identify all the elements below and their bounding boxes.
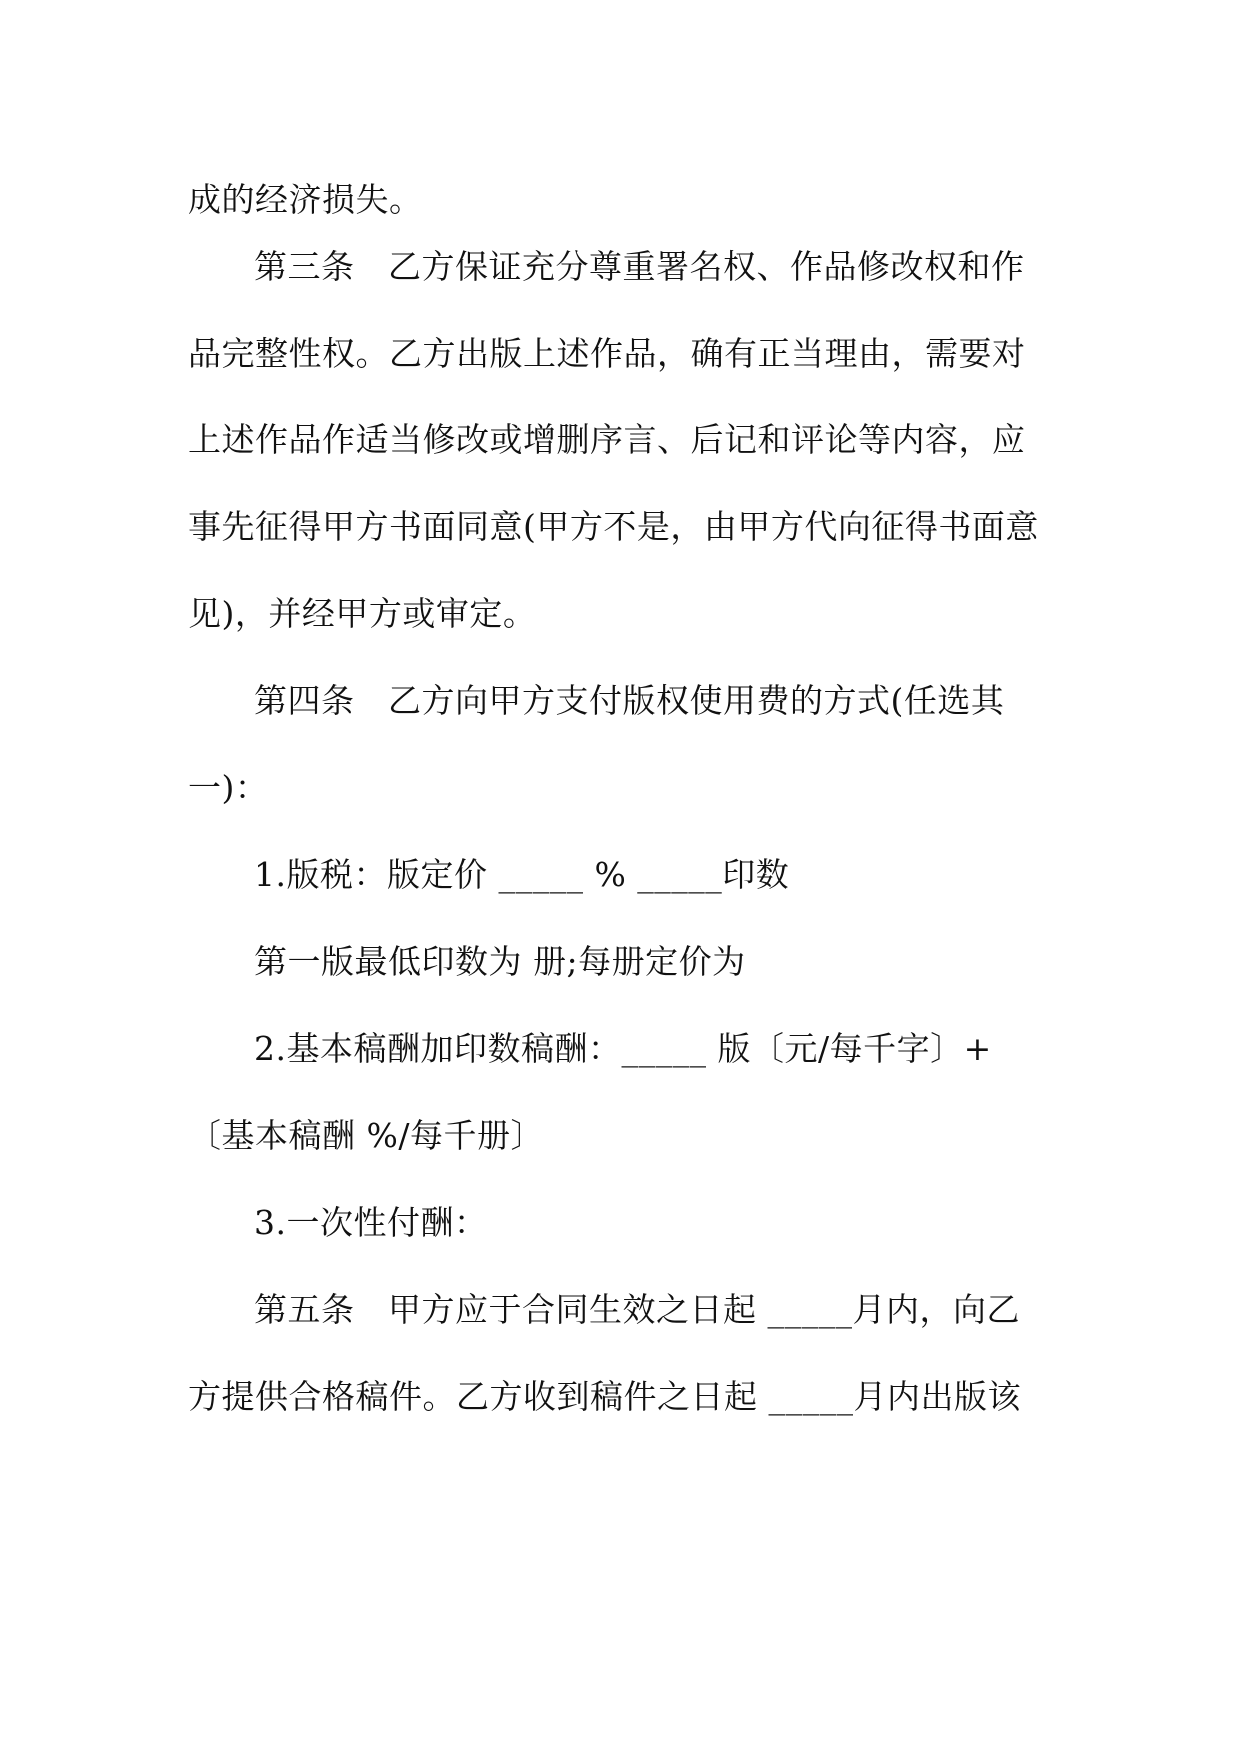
text-line-8: 一)： <box>188 768 269 807</box>
article-3-heading-line: 第三条 乙方保证充分尊重署名权、作品修改权和作 <box>254 247 1025 286</box>
text-line-3: 品完整性权。乙方出版上述作品，确有正当理由，需要对 <box>188 334 1026 373</box>
text-line-5: 事先征得甲方书面同意(甲方不是，由甲方代向征得书面意 <box>188 507 1039 546</box>
option-1-detail-line: 第一版最低印数为 册;每册定价为 <box>254 942 746 981</box>
text-line-6: 见)，并经甲方或审定。 <box>188 594 537 633</box>
text-line-1: 成的经济损失。 <box>188 180 423 219</box>
option-3-line: 3.一次性付酬： <box>254 1203 488 1242</box>
text-line-4: 上述作品作适当修改或增删序言、后记和评论等内容，应 <box>188 420 1026 459</box>
option-2-line: 2.基本稿酬加印数稿酬：_____ 版〔元/每千字〕+ <box>254 1029 992 1068</box>
option-2-continued-line: 〔基本稿酬 %/每千册〕 <box>188 1116 544 1155</box>
option-1-line: 1.版税：版定价 _____ % _____印数 <box>254 855 790 894</box>
article-4-heading-line: 第四条 乙方向甲方支付版权使用费的方式(任选其 <box>254 681 1005 720</box>
text-line-15: 方提供合格稿件。乙方收到稿件之日起 _____月内出版该 <box>188 1377 1021 1416</box>
article-5-heading-line: 第五条 甲方应于合同生效之日起 _____月内，向乙 <box>254 1290 1020 1329</box>
